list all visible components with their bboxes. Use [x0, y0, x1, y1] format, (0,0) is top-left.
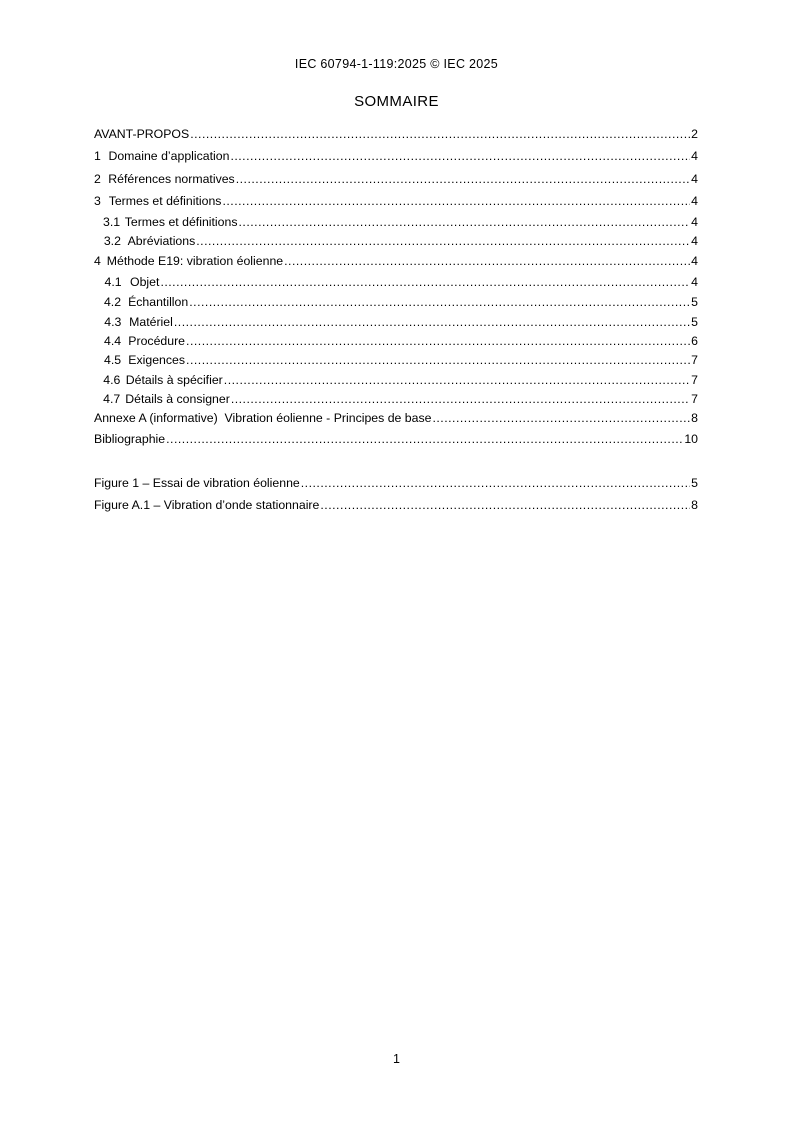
dot-leader: [239, 214, 691, 230]
toc-entry-page: 7: [691, 392, 698, 406]
toc-entry-4-6[interactable]: [94, 372, 698, 388]
document-header: IEC 60794-1-119:2025 © IEC 2025: [294, 57, 499, 71]
toc-entry-label: Annexe A (informative) Vibration éolienne - Principes de base: [94, 411, 432, 425]
toc-entry-number: 1: [94, 149, 101, 163]
toc-entry-1[interactable]: [94, 148, 698, 164]
toc-entry-page: 7: [691, 353, 698, 367]
dot-leader: [186, 333, 690, 349]
toc-entry-4-4[interactable]: [94, 333, 698, 349]
toc-entry-annexe-a[interactable]: [94, 410, 698, 426]
dot-leader: [236, 171, 690, 187]
toc-entry-label: Domaine d’application: [108, 149, 230, 163]
dot-leader: [186, 352, 690, 368]
dot-leader: [196, 233, 690, 249]
toc-entry-page: 7: [691, 373, 698, 387]
toc-entry-page: 5: [691, 295, 698, 309]
toc-entry-number: 2: [94, 172, 101, 186]
toc-entry-label: Objet: [130, 275, 160, 289]
toc-entry-number: 4.5: [104, 353, 122, 367]
toc-entry-label: Procédure: [128, 334, 186, 348]
figure-entry-label: Figure 1 – Essai de vibration éolienne: [94, 476, 300, 490]
toc-entry-page: 10: [684, 432, 698, 446]
toc-entry-page: 4: [691, 254, 698, 268]
toc-entry-page: 8: [691, 411, 698, 425]
dot-leader: [174, 314, 690, 330]
toc-entry-3-2[interactable]: [94, 233, 698, 249]
toc-entry-label: AVANT-PROPOS: [94, 127, 190, 141]
toc-entry-4-2[interactable]: [94, 294, 698, 310]
toc-entry-2[interactable]: [94, 171, 698, 187]
dot-leader: [222, 193, 690, 209]
toc-entry-number: 3: [94, 194, 101, 208]
toc-entry-number: 4.6: [103, 373, 121, 387]
toc-entry-label: Références normatives: [108, 172, 235, 186]
figure-entry-page: 8: [691, 498, 698, 512]
toc-entry-bibliographie[interactable]: [94, 431, 698, 447]
figure-entry-page: 5: [691, 476, 698, 490]
toc-entry-page: 4: [691, 275, 698, 289]
dot-leader: [160, 274, 690, 290]
toc-entry-page: 4: [691, 194, 698, 208]
toc-entry-page: 5: [691, 315, 699, 329]
toc-entry-4-1[interactable]: [94, 274, 698, 290]
dot-leader: [224, 372, 690, 388]
toc-entry-number: 4.7: [103, 392, 121, 406]
toc-entry-number: 4.1: [104, 275, 122, 289]
toc-entry-number: 4.4: [104, 334, 122, 348]
toc-entry-label: Exigences: [128, 353, 186, 367]
dot-leader: [284, 253, 690, 269]
toc-entry-label: Bibliographie: [94, 432, 166, 446]
page-number: 1: [393, 1052, 400, 1066]
toc-entry-page: 4: [691, 234, 698, 248]
toc-entry-label: Termes et définitions: [124, 215, 238, 229]
toc-entry-4[interactable]: [94, 253, 698, 269]
toc-entry-label: Matériel: [129, 315, 173, 329]
figure-entry-1[interactable]: [94, 475, 698, 491]
dot-leader: [166, 431, 683, 447]
toc-entry-avant-propos[interactable]: [94, 126, 698, 142]
figure-entry-label: Figure A.1 – Vibration d’onde stationnaire: [94, 498, 320, 512]
figure-entry-a1[interactable]: [94, 497, 698, 513]
toc-entry-number: 4.3: [104, 315, 122, 329]
toc-entry-page: 4: [691, 172, 698, 186]
toc-entry-page: 4: [691, 215, 698, 229]
toc-entry-4-5[interactable]: [94, 352, 698, 368]
toc-entry-label: Échantillon: [128, 295, 189, 309]
toc-entry-label: Abréviations: [127, 234, 196, 248]
toc-entry-number: 3.1: [102, 215, 121, 229]
toc-entry-label: Détails à consigner: [125, 392, 230, 406]
toc-entry-3-1[interactable]: [94, 214, 698, 230]
toc-entry-4-3[interactable]: [94, 314, 698, 330]
toc-entry-page: 6: [691, 334, 698, 348]
toc-entry-label: Méthode E19: vibration éolienne: [106, 254, 284, 268]
toc-entry-number: 3.2: [103, 234, 121, 248]
toc-entry-label: Détails à spécifier: [125, 373, 223, 387]
toc-entry-page: 4: [691, 149, 698, 163]
toc-entry-label: Termes et définitions: [108, 194, 222, 208]
dot-leader: [230, 148, 690, 164]
dot-leader: [189, 294, 690, 310]
toc-entry-4-7[interactable]: [94, 391, 698, 407]
dot-leader: [231, 391, 690, 407]
toc-entry-3[interactable]: [94, 193, 698, 209]
toc-entry-number: 4.2: [103, 295, 122, 309]
dot-leader: [301, 475, 690, 491]
dot-leader: [432, 410, 690, 426]
dot-leader: [320, 497, 690, 513]
dot-leader: [190, 126, 690, 142]
toc-entry-page: 2: [691, 127, 698, 141]
page-title: SOMMAIRE: [354, 93, 439, 110]
toc-entry-number: 4: [94, 254, 101, 268]
